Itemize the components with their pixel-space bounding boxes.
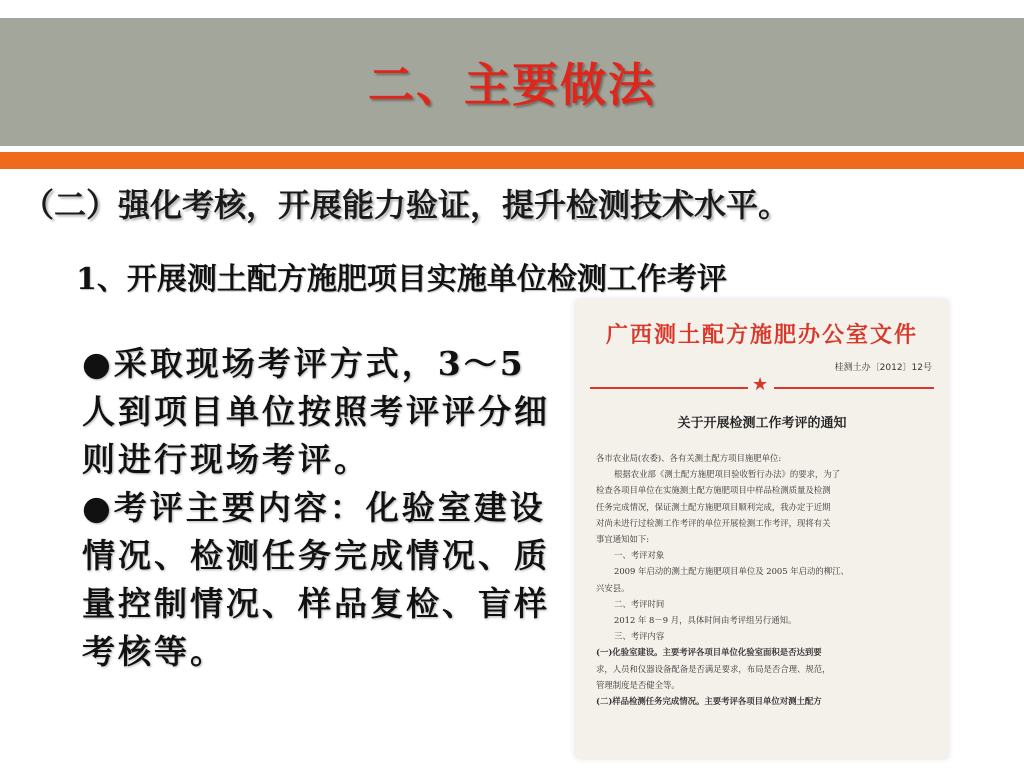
document-line: (二)样品检测任务完成情况。主要考评各项目单位对测土配方 [596,696,822,707]
bullet-item-assessment-method: ●采取现场考评方式，3～5人到项目单位按照考评评分细则进行现场考评。 [82,344,550,479]
slide-title: 二、主要做法 [368,58,656,112]
document-rule-right [774,387,934,389]
document-line: 管理制度是否健全等。 [596,679,680,690]
notice-document-image [576,300,948,758]
document-line: 2009 年启动的测土配方施肥项目单位及 2005 年启动的柳江、 [614,566,849,577]
document-rule-left [590,387,748,389]
document-line: 事宜通知如下: [596,534,650,545]
document-line: 2012 年 8－9 月，具体时间由考评组另行通知。 [614,615,797,626]
document-line: 一、考评对象 [614,550,665,561]
sub-heading: 1、开展测土配方施肥项目实施单位检测工作考评 [76,262,727,297]
document-line: (一)化验室建设。主要考评各项目单位化验室面积是否达到要 [596,647,822,658]
document-notice-title: 关于开展检测工作考评的通知 [677,416,847,431]
document-line: 三、考评内容 [614,631,665,642]
bullet-list [82,340,552,676]
document-line: 二、考评时间 [614,598,665,609]
document-line: 对尚未进行过检测工作考评的单位开展检测工作考评，现将有关 [596,517,831,528]
document-number: 桂测土办〔2012〕12号 [834,363,932,373]
document-line: 任务完成情况，保证测土配方施肥项目顺利完成，我办定于近期 [596,501,831,512]
document-line: 根据农业部《测土配方施肥项目验收暂行办法》的要求，为了 [614,469,841,480]
document-line: 求，人员和仪器设备配备是否满足要求，布局是否合理、规范， [596,663,831,674]
document-body [596,450,936,709]
document-line: 兴安县。 [596,582,630,593]
bullet-item-assessment-content: ●考评主要内容：化验室建设情况、检测任务完成情况、质量控制情况、样品复检、盲样考核等。 [82,488,550,671]
document-line: 各市农业局(农委)、各有关测土配方项目施肥单位: [596,453,782,463]
section-heading: （二）强化考核，开展能力验证，提升检测技术水平。 [22,186,791,224]
document-line: 检查各项目单位在实施测土配方施肥项目中样品检测质量及检测 [596,485,831,496]
star-icon: ★ [752,374,769,395]
document-header-title: 广西测土配方施肥办公室文件 [605,322,918,348]
accent-bar [0,152,1024,169]
